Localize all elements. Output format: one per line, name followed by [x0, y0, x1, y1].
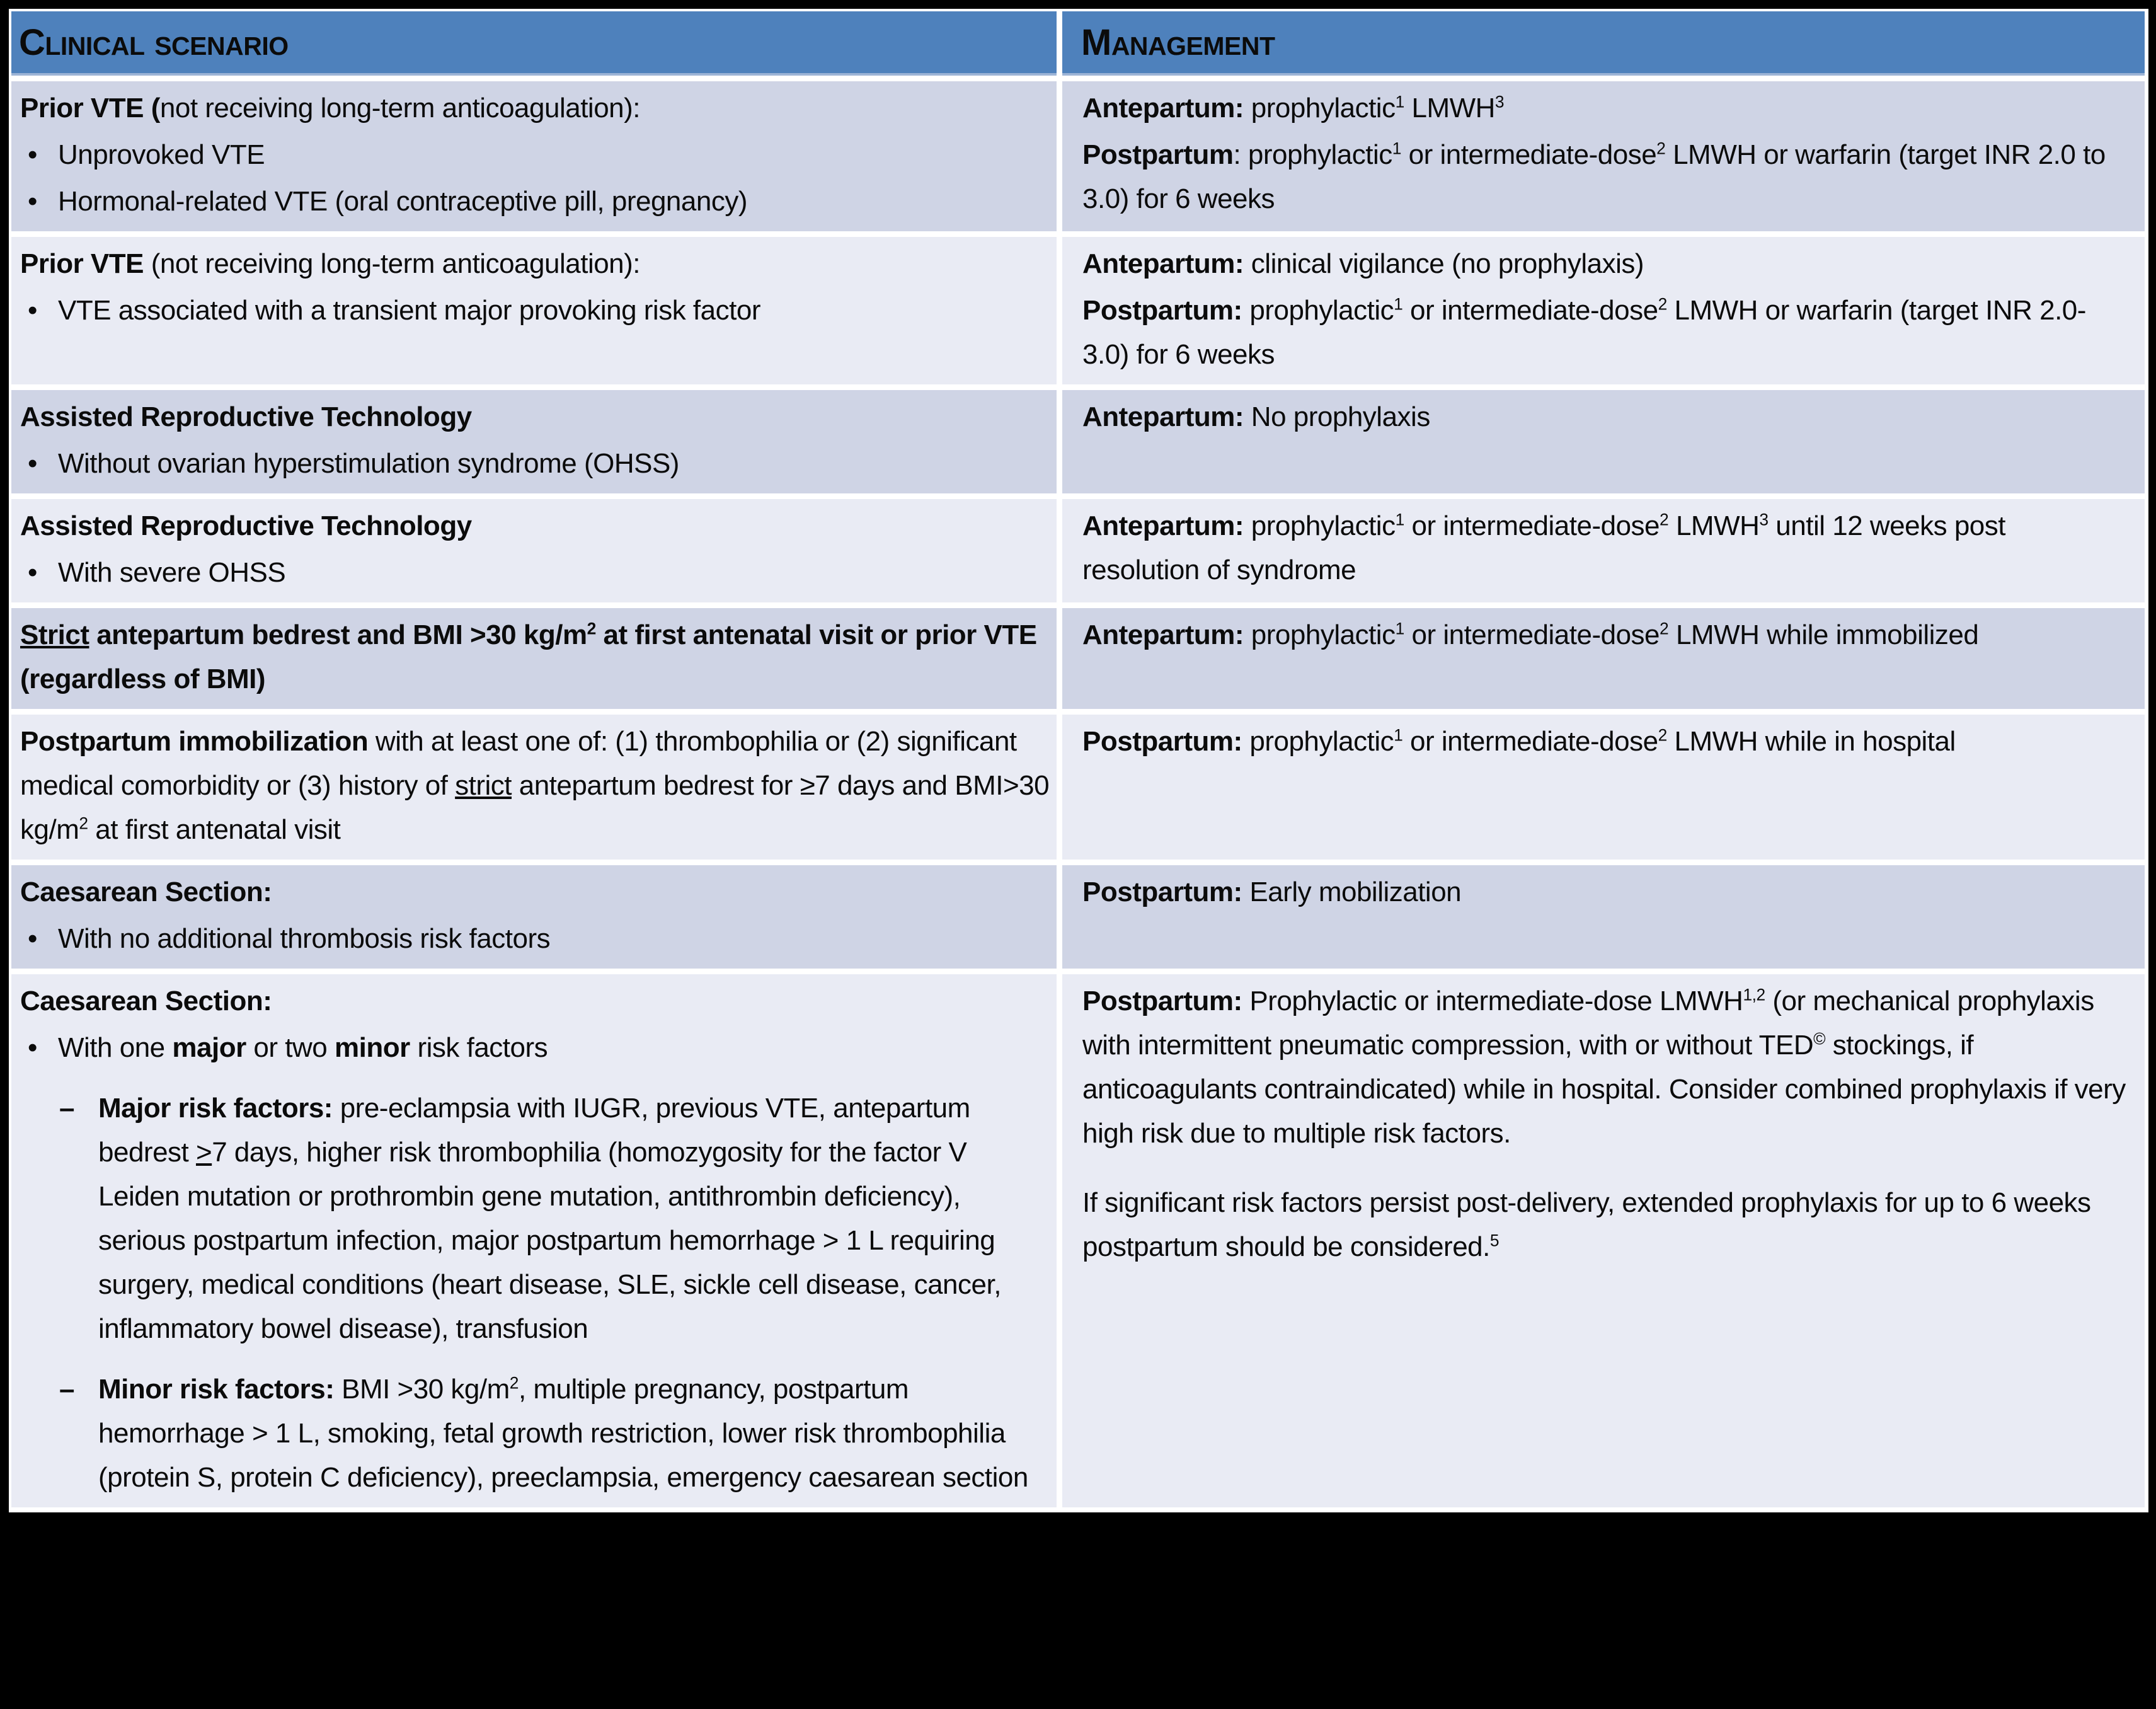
text-segment: , multiple pregnancy, postpartum hemorrhage > 1 L, smoking, fetal growth restriction, lower risk thrombophilia (protein S, protein C deficiency), preeclampsia, emergency caesarean section: [98, 1374, 1028, 1493]
table-row: [11, 608, 2145, 709]
text-segment: prophylactic: [1244, 510, 1396, 541]
clinical-scenario-cell: [11, 974, 1057, 1507]
text-segment: with at least one of: (1) thrombophilia or (2) significant medical comorbidity or (3) history of: [20, 726, 1017, 801]
text-segment: or intermediate-dose: [1402, 726, 1658, 757]
text-segment: or two: [246, 1032, 335, 1063]
text-segment: risk factors: [410, 1032, 548, 1063]
text-segment: Hormonal-related VTE (oral contraceptive pill, pregnancy): [58, 186, 747, 217]
text-segment: Unprovoked VTE: [58, 139, 265, 170]
text-segment: at first antenatal visit or prior VTE (regardless of BMI): [20, 619, 1037, 694]
scenario-bullet-item: [20, 551, 1053, 595]
text-segment: or intermediate-dose: [1404, 510, 1660, 541]
text-segment: 1,2: [1743, 985, 1765, 1004]
scenario-paragraph: [20, 504, 1053, 548]
text-segment: Postpartum immobilization: [20, 726, 369, 757]
scenario-paragraph: [20, 870, 1053, 914]
text-segment: prophylactic: [1244, 93, 1396, 124]
text-segment: 1: [1395, 619, 1404, 638]
table-row: [11, 974, 2145, 1507]
text-segment: LMWH while immobilized: [1668, 619, 1979, 650]
text-segment: or intermediate-dose: [1401, 139, 1657, 170]
text-segment: or intermediate-dose: [1402, 295, 1658, 326]
text-segment: With one: [58, 1032, 173, 1063]
text-segment: LMWH or warfarin (target INR 2.0 to 3.0) for 6 weeks: [1082, 139, 2106, 214]
text-segment: 2: [1658, 294, 1667, 314]
clinical-scenario-cell: [11, 608, 1057, 709]
management-paragraph: [1082, 720, 2130, 764]
clinical-scenario-cell: [11, 390, 1057, 493]
table-row: [11, 715, 2145, 860]
header-cell-clinical-scenario: [11, 11, 1057, 76]
scenario-paragraph: [20, 86, 1053, 130]
text-segment: ©: [1813, 1029, 1826, 1049]
clinical-scenario-cell: [11, 81, 1057, 231]
text-segment: BMI >30 kg/m: [334, 1374, 510, 1405]
header-cell-management: [1062, 11, 2145, 76]
management-cell: [1062, 499, 2145, 602]
table-row: [11, 237, 2145, 384]
management-paragraph: [1082, 870, 2130, 914]
text-segment: 1: [1395, 92, 1404, 112]
text-segment: Major risk factors:: [98, 1093, 333, 1124]
text-segment: With no additional thrombosis risk factors: [58, 923, 551, 954]
text-segment: (not receiving long-term anticoagulation):: [144, 248, 641, 279]
table-row: [11, 499, 2145, 602]
management-paragraph: [1082, 979, 2130, 1156]
management-cell: [1062, 81, 2145, 231]
scenario-bullet-item: [20, 917, 1053, 961]
scenario-sub-item: [20, 1367, 1053, 1500]
text-segment: Postpartum:: [1082, 726, 1242, 757]
clinical-scenario-cell: [11, 715, 1057, 860]
text-segment: Caesarean Section:: [20, 986, 272, 1016]
text-segment: Antepartum:: [1082, 248, 1244, 279]
text-segment: Antepartum:: [1082, 93, 1244, 124]
text-segment: LMWH: [1668, 510, 1760, 541]
text-segment: 2: [509, 1373, 519, 1393]
management-paragraph: [1082, 289, 2130, 377]
text-segment: Strict: [20, 619, 89, 650]
text-segment: Antepartum:: [1082, 401, 1244, 432]
text-segment: 2: [1656, 139, 1666, 158]
header-label-management: Management: [1081, 21, 1275, 63]
text-segment: not receiving long-term anticoagulation):: [159, 93, 641, 124]
table-row: [11, 81, 2145, 231]
table-body: [11, 81, 2145, 1507]
text-segment: (or mechanical prophylaxis with intermittent pneumatic compression, with or without TED: [1082, 986, 2094, 1061]
management-paragraph: [1082, 395, 2130, 439]
text-segment: Without ovarian hyperstimulation syndrome (OHSS): [58, 448, 679, 479]
clinical-scenario-cell: [11, 865, 1057, 969]
text-segment: antepartum bedrest and BMI >30 kg/m: [89, 619, 587, 650]
management-paragraph: [1082, 1181, 2130, 1269]
text-segment: prophylactic: [1244, 619, 1396, 650]
text-segment: clinical vigilance (no prophylaxis): [1244, 248, 1644, 279]
text-segment: 1: [1394, 294, 1403, 314]
text-segment: minor: [334, 1032, 410, 1063]
text-segment: LMWH: [1404, 93, 1495, 124]
text-segment: With severe OHSS: [58, 557, 286, 588]
text-segment: Prophylactic or intermediate-dose LMWH: [1242, 986, 1743, 1016]
clinical-management-table: [9, 9, 2148, 1512]
text-segment: Postpartum:: [1082, 986, 1242, 1016]
management-paragraph: [1082, 133, 2130, 221]
text-segment: 2: [79, 814, 88, 833]
text-segment: If significant risk factors persist post-delivery, extended prophylaxis for up to 6 weeks postpartum should be considered.: [1082, 1187, 2091, 1262]
text-segment: : prophylactic: [1233, 139, 1392, 170]
text-segment: VTE associated with a transient major provoking risk factor: [58, 295, 760, 326]
text-segment: 3: [1494, 92, 1505, 112]
scenario-paragraph: [20, 720, 1053, 852]
scenario-paragraph: [20, 979, 1053, 1023]
text-segment: until 12 weeks post resolution of syndrome: [1082, 510, 2006, 585]
management-paragraph: [1082, 504, 2130, 592]
text-segment: pre-eclampsia with IUGR, previous VTE, antepartum bedrest: [98, 1093, 970, 1168]
text-segment: Caesarean Section:: [20, 877, 272, 907]
scenario-bullet-item: [20, 289, 1053, 333]
management-cell: [1062, 390, 2145, 493]
scenario-bullet-item: [20, 180, 1053, 224]
management-paragraph: [1082, 242, 2130, 286]
management-paragraph: [1082, 613, 2130, 657]
text-segment: Postpartum:: [1082, 295, 1242, 326]
text-segment: 1: [1395, 510, 1404, 529]
table-header-row: [11, 11, 2145, 76]
header-label-clinical-scenario: Clinical scenario: [19, 21, 289, 63]
text-segment: Antepartum:: [1082, 619, 1244, 650]
scenario-paragraph: [20, 395, 1053, 439]
scenario-paragraph: [20, 242, 1053, 286]
text-segment: Antepartum:: [1082, 510, 1244, 541]
text-segment: or intermediate-dose: [1404, 619, 1660, 650]
text-segment: >: [195, 1137, 212, 1168]
text-segment: 1: [1394, 725, 1403, 745]
text-segment: 2: [1660, 619, 1669, 638]
text-segment: Early mobilization: [1242, 877, 1462, 907]
management-paragraph: [1082, 86, 2130, 130]
scenario-sub-item: [20, 1086, 1053, 1351]
scenario-bullet-item: [20, 133, 1053, 177]
text-segment: prophylactic: [1242, 295, 1394, 326]
text-segment: stockings, if anticoagulants contraindicated) while in hospital. Consider combined prophylaxis if very high risk due to multiple risk factors.: [1082, 1030, 2126, 1149]
text-segment: 3: [1759, 510, 1769, 529]
clinical-scenario-cell: [11, 237, 1057, 384]
text-segment: major: [172, 1032, 246, 1063]
text-segment: Prior VTE (: [20, 93, 160, 124]
management-cell: [1062, 237, 2145, 384]
text-segment: 2: [587, 619, 596, 638]
text-segment: 5: [1489, 1231, 1499, 1250]
text-segment: Minor risk factors:: [98, 1374, 335, 1405]
text-segment: 1: [1392, 139, 1401, 158]
text-segment: 2: [1660, 510, 1669, 529]
text-segment: 2: [1658, 725, 1667, 745]
management-cell: [1062, 715, 2145, 860]
text-segment: Postpartum: [1082, 139, 1234, 170]
text-segment: Postpartum:: [1082, 877, 1242, 907]
management-cell: [1062, 865, 2145, 969]
table-row: [11, 865, 2145, 969]
text-segment: No prophylaxis: [1244, 401, 1430, 432]
text-segment: LMWH while in hospital: [1666, 726, 1956, 757]
text-segment: strict: [455, 770, 512, 801]
scenario-bullet-item: [20, 1026, 1053, 1070]
management-cell: [1062, 974, 2145, 1507]
text-segment: LMWH or warfarin (target INR 2.0-3.0) for 6 weeks: [1082, 295, 2086, 370]
text-segment: 7 days, higher risk thrombophilia (homozygosity for the factor V Leiden mutation or prothrombin gene mutation, antithrombin deficiency), serious postpartum infection, major postpartum hemorrhage > 1 L requiring surgery, medical conditions (heart disease, SLE, sickle cell disease, cancer, inflammatory bowel disease), transfusion: [98, 1137, 1001, 1344]
text-segment: Assisted Reproductive Technology: [20, 401, 472, 432]
text-segment: at first antenatal visit: [88, 814, 341, 845]
text-segment: prophylactic: [1242, 726, 1394, 757]
scenario-paragraph: [20, 613, 1053, 701]
table-row: [11, 390, 2145, 493]
text-segment: antepartum bedrest for ≥7 days and BMI>30 kg/m: [20, 770, 1050, 845]
clinical-scenario-cell: [11, 499, 1057, 602]
text-segment: Prior VTE: [20, 248, 144, 279]
scenario-bullet-item: [20, 442, 1053, 486]
text-segment: Assisted Reproductive Technology: [20, 510, 472, 541]
management-cell: [1062, 608, 2145, 709]
